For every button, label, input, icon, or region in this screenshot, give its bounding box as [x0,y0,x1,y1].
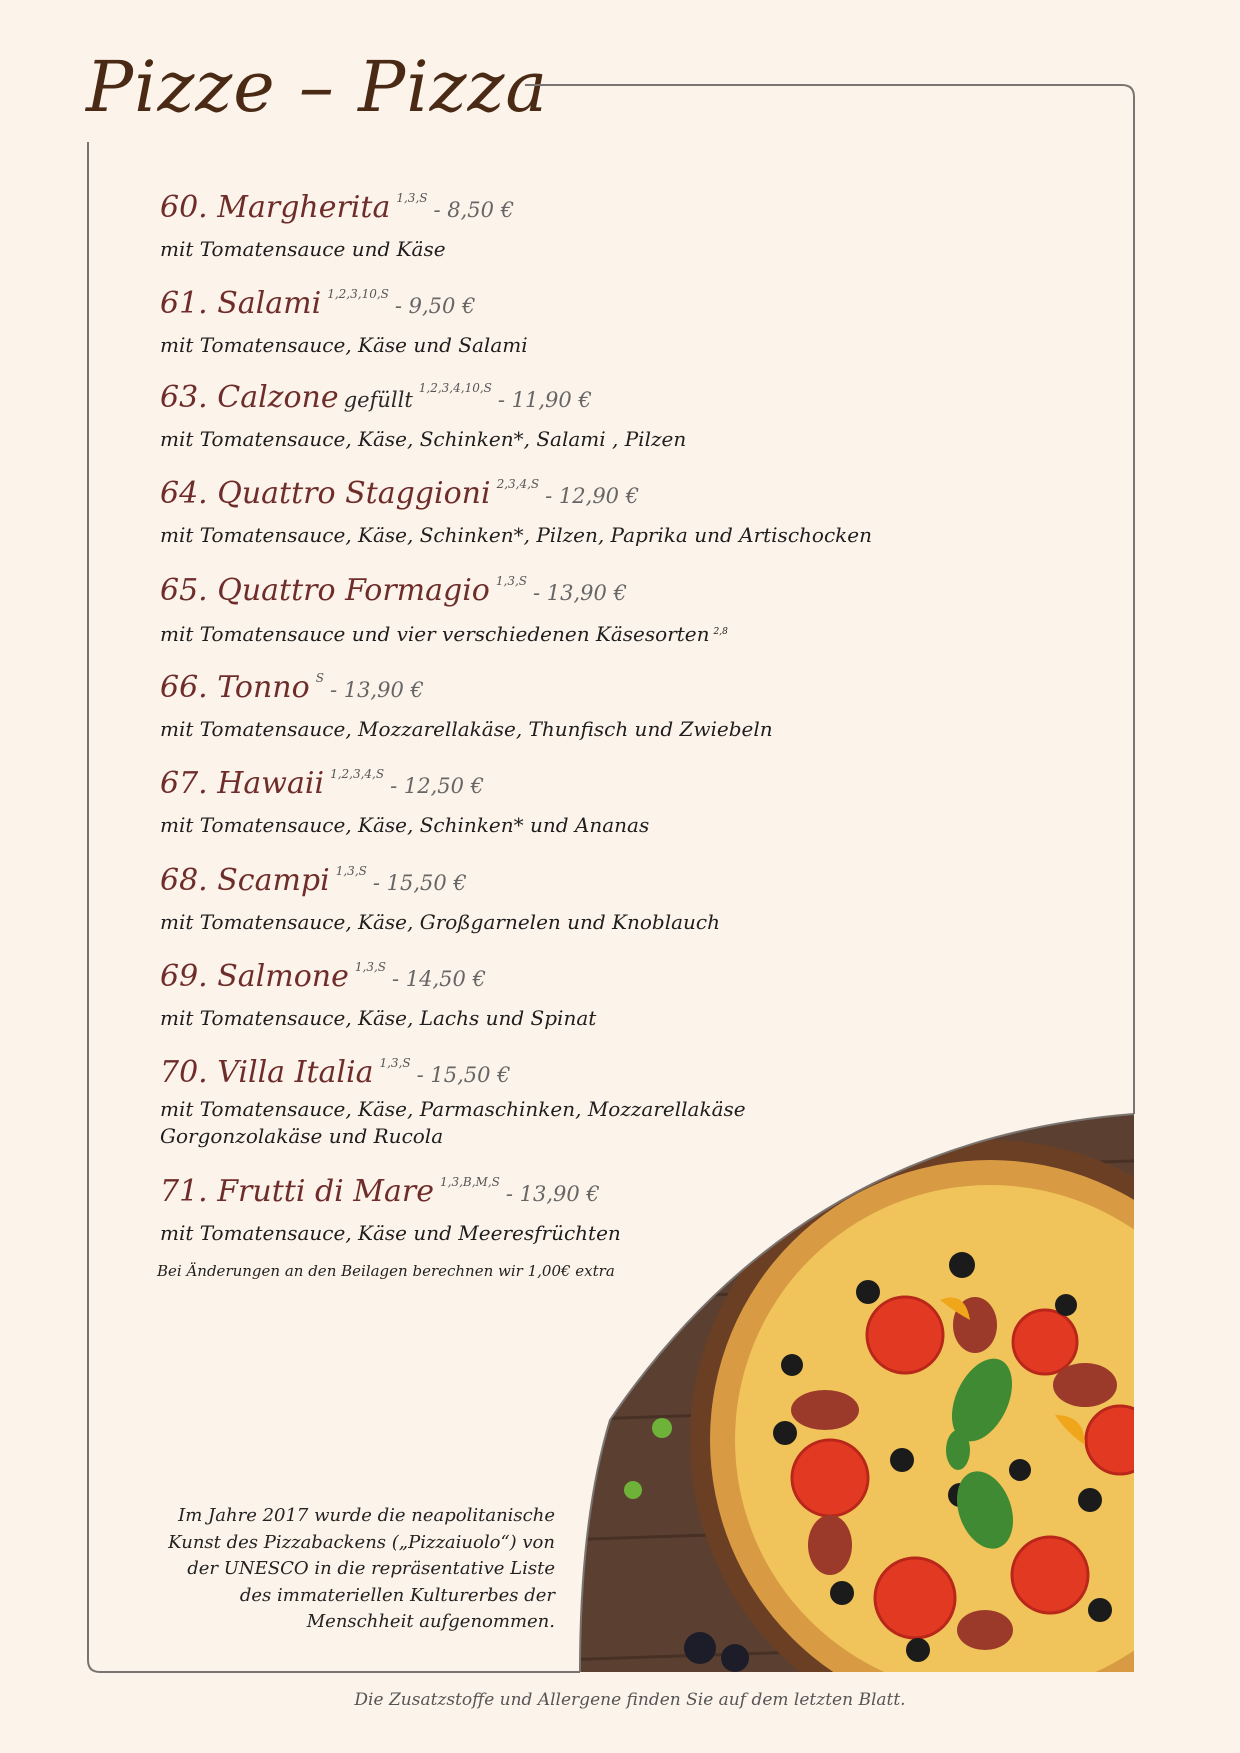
item-price: - 15,50 € [416,1063,511,1087]
extra-charge-note: Bei Änderungen an den Beilagen berechnen wir 1,00€ extra [157,1262,615,1280]
page-title: Pizze – Pizza [86,46,549,128]
menu-item-65 [160,575,1060,648]
menu-item-60 [160,192,1060,263]
item-description: mit Tomatensauce, Käse und Salami [160,333,528,357]
item-price: - 15,50 € [372,871,467,895]
menu-item-66 [160,672,1060,743]
item-price: - 14,50 € [392,967,486,991]
item-price: - 12,90 € [545,484,640,508]
item-name: 65. Quattro Formagio [160,573,490,608]
allergen-codes: 1,2,3,4,S [330,767,385,781]
unesco-line: Im Jahre 2017 wurde die neapolitanische [178,1505,555,1526]
allergen-codes: 1,3,S [354,960,386,974]
menu-item-69 [160,961,1060,1032]
item-description: mit Tomatensauce, Käse und Meeresfrüchten [160,1221,621,1245]
unesco-line: der UNESCO in die repräsentative Liste [187,1558,555,1579]
menu-item-63 [160,382,1060,453]
item-description: mit Tomatensauce, Käse, Schinken*, Pilzen, Paprika und Artischocken [160,523,872,547]
item-name: 70. Villa Italia [160,1055,374,1090]
item-description: mit Tomatensauce, Käse, Schinken*, Salami , Pilzen [160,427,687,451]
item-name: 60. Margherita [160,190,391,225]
allergen-codes: 1,2,3,10,S [327,287,389,301]
item-description: mit Tomatensauce, Käse, Großgarnelen und Knoblauch [160,910,721,934]
unesco-text [150,1503,555,1636]
item-description: mit Tomatensauce und Käse [160,237,446,261]
menu-item-67 [160,768,1060,839]
item-name: 71. Frutti di Mare [160,1174,434,1209]
item-description: mit Tomatensauce, Käse, Lachs und Spinat [160,1006,597,1030]
item-price: - 12,50 € [390,774,485,798]
menu-item-70 [160,1057,1060,1150]
unesco-line: Menschheit aufgenommen. [306,1611,555,1632]
item-name: 68. Scampi [160,863,330,898]
item-name: 67. Hawaii [160,766,325,801]
allergen-codes: 1,3,S [495,574,527,588]
footer-note: Die Zusatzstoffe und Allergene finden Sie auf dem letzten Blatt. [354,1690,906,1710]
item-price: - 8,50 € [433,198,515,222]
item-qualifier: gefüllt [343,388,413,412]
menu-item-64 [160,478,1060,549]
item-name: 63. Calzone [160,380,339,415]
allergen-codes: 1,2,3,4,10,S [418,381,492,395]
menu-item-68 [160,865,1060,936]
allergen-codes: S [315,671,324,685]
item-name: 69. Salmone [160,959,349,994]
item-price: - 13,90 € [533,581,627,605]
allergen-codes: 2,3,4,S [496,477,540,491]
item-description [160,619,1060,648]
allergen-codes: 1,3,S [379,1056,411,1070]
item-description: mit Tomatensauce, Käse, Parmaschinken, Mozzarellakäse Gorgonzolakäse und Rucola [160,1097,746,1148]
menu-item-61 [160,288,1060,359]
description-allergen-codes: 2,8 [713,627,728,637]
item-name: 66. Tonno [160,670,310,705]
item-price: - 9,50 € [394,294,476,318]
unesco-line: Kunst des Pizzabackens („Pizzaiuolo“) von [168,1531,555,1553]
item-description-text: mit Tomatensauce und vier verschiedenen Käsesorten [160,622,710,646]
allergen-codes: 1,3,S [396,191,428,205]
item-name: 64. Quattro Staggioni [160,476,491,511]
unesco-line: des immateriellen Kulturerbes der [239,1584,555,1606]
item-name: 61. Salami [160,286,322,321]
menu-item-71 [160,1176,1060,1247]
item-price: - 13,90 € [329,678,424,702]
item-description: mit Tomatensauce, Käse, Schinken* und Ananas [160,813,650,837]
allergen-codes: 1,3,S [335,864,367,878]
item-description: mit Tomatensauce, Mozzarellakäse, Thunfisch und Zwiebeln [160,717,773,741]
item-price: - 13,90 € [505,1182,600,1206]
allergen-codes: 1,3,B,M,S [440,1175,500,1189]
item-price: - 11,90 € [497,388,592,412]
